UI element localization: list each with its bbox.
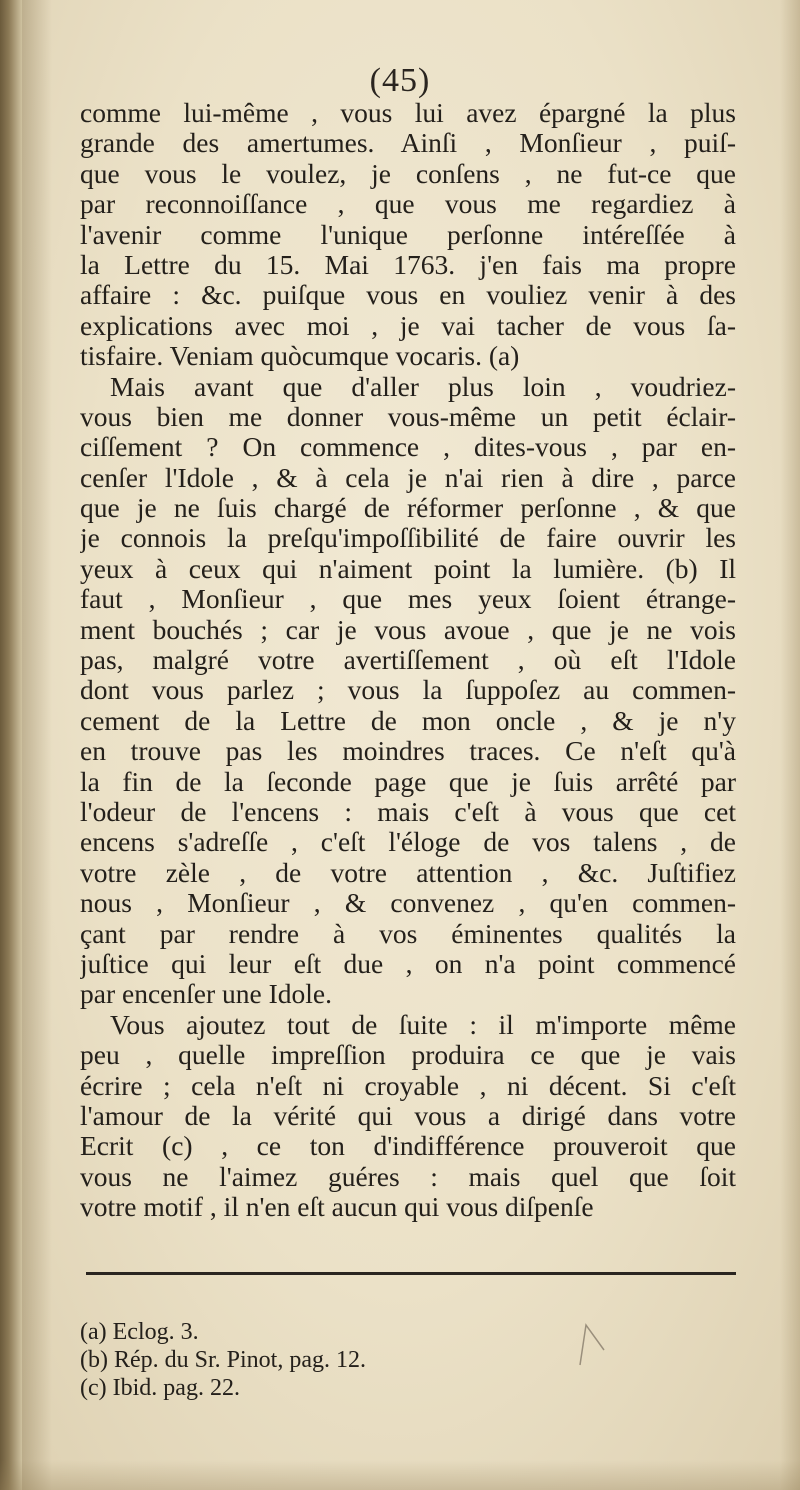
text-line: ment bouchés ; car je vous avoue , que je ne vois xyxy=(80,614,736,645)
footnote: (b) Rép. du Sr. Pinot, pag. 12. xyxy=(80,1347,366,1373)
text-line: explications avec moi , je vai tacher de vous ſa- xyxy=(80,310,736,341)
text-line: faut , Monſieur , que mes yeux ſoient étrange- xyxy=(80,584,736,615)
footnote-rule xyxy=(86,1272,736,1275)
text-line: juſtice qui leur eſt due , on n'a point commencé xyxy=(80,948,736,979)
text-line: Mais avant que d'aller plus loin , voudriez- xyxy=(110,371,736,402)
text-line: par reconnoiſſance , que vous me regardiez à xyxy=(80,189,736,220)
text-line: vous ne l'aimez guéres : mais quel que ſoit xyxy=(80,1161,736,1192)
footnote: (a) Eclog. 3. xyxy=(80,1319,199,1345)
text-line: çant par rendre à vos éminentes qualités la xyxy=(80,918,736,949)
gutter-shadow xyxy=(22,0,52,1490)
text-line: cement de la Lettre de mon oncle , & je n'y xyxy=(80,705,736,736)
text-line: que je ne ſuis chargé de réformer perſonne , & que xyxy=(80,493,736,524)
footnotes xyxy=(80,1318,580,1402)
text-line: l'amour de la vérité qui vous a dirigé dans votre xyxy=(80,1100,736,1131)
text-line: peu , quelle impreſſion produira ce que je vais xyxy=(80,1040,736,1071)
footnote: (c) Ibid. pag. 22. xyxy=(80,1375,240,1401)
text-line: que vous le voulez, je conſens , ne fut-ce que xyxy=(80,158,736,189)
text-line: écrire ; cela n'eſt ni croyable , ni décent. Si c'eſt xyxy=(80,1070,736,1101)
text-line: l'odeur de l'encens : mais c'eſt à vous que cet xyxy=(80,796,736,827)
text-line: la Lettre du 15. Mai 1763. j'en fais ma propre xyxy=(80,249,736,280)
text-line: en trouve pas les moindres traces. Ce n'eſt qu'à xyxy=(80,736,736,767)
text-line: comme lui-même , vous lui avez épargné la plus xyxy=(80,98,736,128)
text-line: je connois la preſqu'impoſſibilité de faire ouvrir les xyxy=(80,523,736,554)
text-line: pas, malgré votre avertiſſement , où eſt l'Idole xyxy=(80,645,736,676)
text-line: vous bien me donner vous-même un petit éclair- xyxy=(80,401,736,432)
text-line: cenſer l'Idole , & à cela je n'ai rien à dire , parce xyxy=(80,462,736,493)
text-line: Vous ajoutez tout de ſuite : il m'importe même xyxy=(110,1009,736,1040)
body-text xyxy=(80,98,736,1222)
ink-mark-icon xyxy=(570,1320,610,1370)
text-line: ciſſement ? On commence , dites-vous , par en- xyxy=(80,432,736,463)
bottom-edge-shade xyxy=(0,1460,800,1490)
text-line: encens s'adreſſe , c'eſt l'éloge de vos talens , de xyxy=(80,827,736,858)
page-binding xyxy=(0,0,22,1490)
text-line: tisfaire. Veniam quòcumque vocaris. (a) xyxy=(80,341,520,372)
text-line: par encenſer une Idole. xyxy=(80,979,332,1010)
text-line: dont vous parlez ; vous la ſuppoſez au commen- xyxy=(80,675,736,706)
text-line: votre motif , il n'en eſt aucun qui vous diſpenſe xyxy=(80,1192,594,1223)
text-line: votre zèle , de votre attention , &c. Juſtifiez xyxy=(80,857,736,888)
text-line: l'avenir comme l'unique perſonne intéreſſée à xyxy=(80,219,736,250)
page-number: (45) xyxy=(369,62,431,99)
text-line: yeux à ceux qui n'aiment point la lumière. (b) Il xyxy=(80,553,736,584)
text-line: Ecrit (c) , ce ton d'indifférence prouveroit que xyxy=(80,1131,736,1162)
text-line: grande des amertumes. Ainſi , Monſieur , puiſ- xyxy=(80,128,736,159)
text-line: la fin de la ſeconde page que je ſuis arrêté par xyxy=(80,766,736,797)
right-edge-shade xyxy=(780,0,800,1490)
text-line: affaire : &c. puiſque vous en vouliez venir à des xyxy=(80,280,736,311)
text-line: nous , Monſieur , & convenez , qu'en commen- xyxy=(80,888,736,919)
